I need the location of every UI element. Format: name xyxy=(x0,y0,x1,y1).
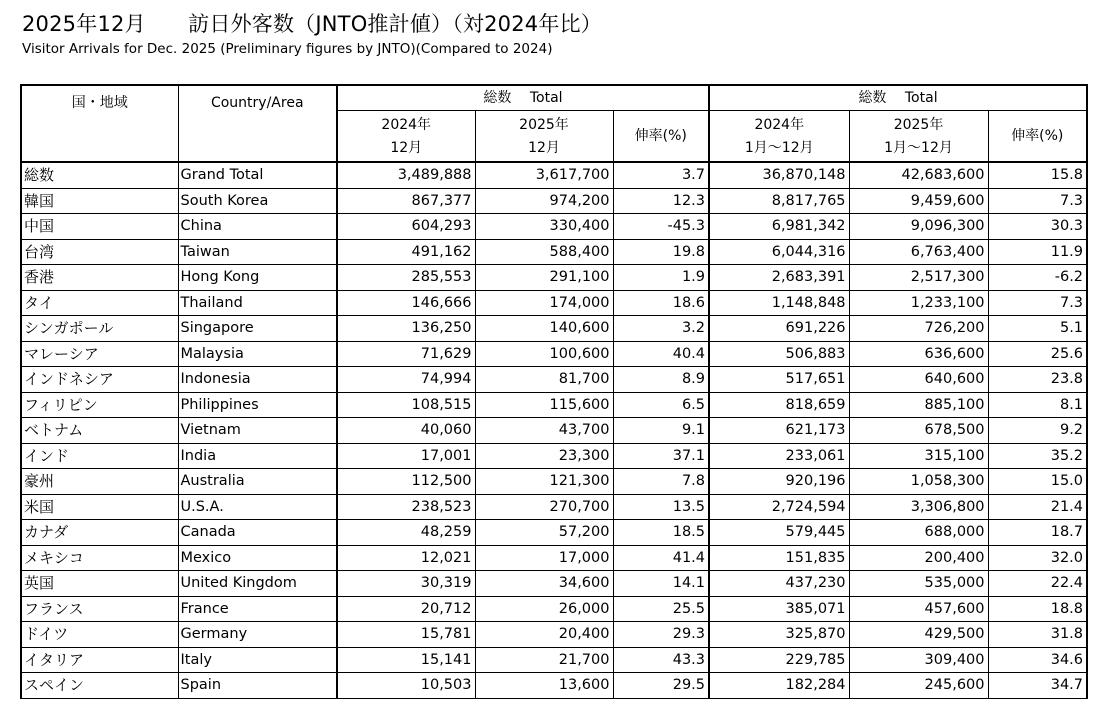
cell-ytd2024: 8,817,765 xyxy=(709,188,849,214)
header-dec2024-month: 12月 xyxy=(337,137,475,162)
cell-dec-growth: 13.5 xyxy=(613,494,709,520)
cell-area-en: Hong Kong xyxy=(178,265,337,291)
header-dec2025-month: 12月 xyxy=(475,137,613,162)
cell-dec2025: 26,000 xyxy=(475,596,613,622)
cell-dec2025: 974,200 xyxy=(475,188,613,214)
cell-area-jp: イタリア xyxy=(21,647,178,673)
table-header xyxy=(21,85,1087,162)
cell-area-jp: 韓国 xyxy=(21,188,178,214)
table-row xyxy=(21,443,1087,469)
cell-dec-growth: 19.8 xyxy=(613,239,709,265)
cell-area-en: India xyxy=(178,443,337,469)
cell-dec2024: 20,712 xyxy=(337,596,475,622)
cell-dec-growth: 3.2 xyxy=(613,316,709,342)
cell-ytd2025: 688,000 xyxy=(849,520,988,546)
table-row xyxy=(21,214,1087,240)
cell-dec-growth: 18.6 xyxy=(613,290,709,316)
cell-dec-growth: 41.4 xyxy=(613,545,709,571)
cell-ytd-growth: 7.3 xyxy=(988,188,1087,214)
cell-area-jp: シンガポール xyxy=(21,316,178,342)
cell-ytd2024: 151,835 xyxy=(709,545,849,571)
cell-ytd2025: 6,763,400 xyxy=(849,239,988,265)
cell-ytd-growth: 25.6 xyxy=(988,341,1087,367)
cell-area-jp: 香港 xyxy=(21,265,178,291)
cell-area-en: Philippines xyxy=(178,392,337,418)
cell-area-en: Thailand xyxy=(178,290,337,316)
cell-dec2024: 74,994 xyxy=(337,367,475,393)
table-row xyxy=(21,469,1087,495)
cell-ytd2024: 621,173 xyxy=(709,418,849,444)
table-row xyxy=(21,571,1087,597)
cell-dec2024: 71,629 xyxy=(337,341,475,367)
cell-ytd-growth: 22.4 xyxy=(988,571,1087,597)
cell-dec-growth: 29.3 xyxy=(613,622,709,648)
table-row xyxy=(21,162,1087,188)
table-row xyxy=(21,290,1087,316)
cell-area-jp: ベトナム xyxy=(21,418,178,444)
cell-area-en: U.S.A. xyxy=(178,494,337,520)
cell-ytd-growth: 30.3 xyxy=(988,214,1087,240)
cell-dec2025: 291,100 xyxy=(475,265,613,291)
table-row xyxy=(21,673,1087,699)
cell-ytd-growth: 9.2 xyxy=(988,418,1087,444)
cell-ytd2024: 6,981,342 xyxy=(709,214,849,240)
cell-ytd2025: 200,400 xyxy=(849,545,988,571)
header-dec-growth: 伸率(%) xyxy=(613,111,709,163)
table-row xyxy=(21,265,1087,291)
cell-dec2025: 121,300 xyxy=(475,469,613,495)
cell-ytd-growth: 11.9 xyxy=(988,239,1087,265)
cell-dec-growth: 12.3 xyxy=(613,188,709,214)
cell-ytd2025: 636,600 xyxy=(849,341,988,367)
cell-area-en: Canada xyxy=(178,520,337,546)
cell-ytd2024: 2,683,391 xyxy=(709,265,849,291)
cell-dec2025: 100,600 xyxy=(475,341,613,367)
table-row xyxy=(21,392,1087,418)
cell-ytd2025: 678,500 xyxy=(849,418,988,444)
header-ytd2025-range: 1月～12月 xyxy=(849,137,988,162)
header-ytd-growth: 伸率(%) xyxy=(988,111,1087,163)
cell-ytd2024: 385,071 xyxy=(709,596,849,622)
cell-ytd2025: 245,600 xyxy=(849,673,988,699)
cell-ytd2025: 3,306,800 xyxy=(849,494,988,520)
header-en-area: Country/Area xyxy=(178,85,337,162)
cell-dec2024: 491,162 xyxy=(337,239,475,265)
cell-dec-growth: 1.9 xyxy=(613,265,709,291)
cell-ytd2024: 233,061 xyxy=(709,443,849,469)
table-row xyxy=(21,316,1087,342)
cell-dec-growth: 37.1 xyxy=(613,443,709,469)
cell-dec2025: 81,700 xyxy=(475,367,613,393)
cell-ytd2024: 325,870 xyxy=(709,622,849,648)
cell-ytd2025: 309,400 xyxy=(849,647,988,673)
cell-area-en: Germany xyxy=(178,622,337,648)
cell-dec-growth: 6.5 xyxy=(613,392,709,418)
cell-dec2024: 238,523 xyxy=(337,494,475,520)
page-subtitle: Visitor Arrivals for Dec. 2025 (Preliminary figures by JNTO)(Compared to 2024) xyxy=(22,41,553,57)
cell-ytd2024: 691,226 xyxy=(709,316,849,342)
cell-area-en: Indonesia xyxy=(178,367,337,393)
header-ytd2024-range: 1月～12月 xyxy=(709,137,849,162)
cell-area-en: France xyxy=(178,596,337,622)
cell-ytd2024: 818,659 xyxy=(709,392,849,418)
cell-ytd-growth: 35.2 xyxy=(988,443,1087,469)
header-jp-area: 国・地域 xyxy=(21,85,178,162)
table-row xyxy=(21,596,1087,622)
cell-dec-growth: 18.5 xyxy=(613,520,709,546)
page-title: 2025年12月 訪日外客数（JNTO推計値）（対2024年比） xyxy=(22,12,602,36)
cell-area-en: Taiwan xyxy=(178,239,337,265)
cell-ytd-growth: 8.1 xyxy=(988,392,1087,418)
cell-dec-growth: 43.3 xyxy=(613,647,709,673)
cell-dec2024: 48,259 xyxy=(337,520,475,546)
cell-area-jp: マレーシア xyxy=(21,341,178,367)
cell-area-jp: メキシコ xyxy=(21,545,178,571)
cell-ytd2024: 579,445 xyxy=(709,520,849,546)
table-row xyxy=(21,239,1087,265)
cell-dec2025: 115,600 xyxy=(475,392,613,418)
cell-dec2025: 588,400 xyxy=(475,239,613,265)
cell-dec-growth: 8.9 xyxy=(613,367,709,393)
cell-dec2025: 13,600 xyxy=(475,673,613,699)
cell-area-jp: 中国 xyxy=(21,214,178,240)
cell-area-jp: 米国 xyxy=(21,494,178,520)
cell-dec-growth: 7.8 xyxy=(613,469,709,495)
header-monthly-total: 総数 Total xyxy=(337,85,709,111)
cell-ytd2024: 1,148,848 xyxy=(709,290,849,316)
header-ytd2024-year: 2024年 xyxy=(709,111,849,138)
header-dec2025-year: 2025年 xyxy=(475,111,613,138)
cell-ytd-growth: 23.8 xyxy=(988,367,1087,393)
cell-ytd2025: 9,096,300 xyxy=(849,214,988,240)
cell-dec-growth: 40.4 xyxy=(613,341,709,367)
cell-area-jp: ドイツ xyxy=(21,622,178,648)
cell-dec2024: 30,319 xyxy=(337,571,475,597)
cell-area-en: Italy xyxy=(178,647,337,673)
cell-dec2024: 10,503 xyxy=(337,673,475,699)
cell-ytd2025: 1,058,300 xyxy=(849,469,988,495)
cell-ytd-growth: 18.8 xyxy=(988,596,1087,622)
cell-dec-growth: 25.5 xyxy=(613,596,709,622)
cell-area-en: United Kingdom xyxy=(178,571,337,597)
cell-dec2024: 40,060 xyxy=(337,418,475,444)
cell-dec2025: 270,700 xyxy=(475,494,613,520)
cell-dec2025: 330,400 xyxy=(475,214,613,240)
cell-ytd2024: 229,785 xyxy=(709,647,849,673)
header-cumulative-total: 総数 Total xyxy=(709,85,1087,111)
cell-ytd2024: 506,883 xyxy=(709,341,849,367)
table-body xyxy=(21,162,1087,698)
cell-area-jp: 総数 xyxy=(21,162,178,188)
cell-dec-growth: 3.7 xyxy=(613,162,709,188)
cell-dec2024: 146,666 xyxy=(337,290,475,316)
cell-ytd2025: 9,459,600 xyxy=(849,188,988,214)
cell-dec2024: 285,553 xyxy=(337,265,475,291)
cell-ytd2025: 315,100 xyxy=(849,443,988,469)
cell-area-en: Australia xyxy=(178,469,337,495)
cell-ytd2024: 920,196 xyxy=(709,469,849,495)
cell-ytd2025: 457,600 xyxy=(849,596,988,622)
cell-ytd-growth: 15.0 xyxy=(988,469,1087,495)
cell-dec2024: 108,515 xyxy=(337,392,475,418)
cell-area-jp: スペイン xyxy=(21,673,178,699)
table-row xyxy=(21,647,1087,673)
cell-ytd2024: 517,651 xyxy=(709,367,849,393)
cell-area-jp: 英国 xyxy=(21,571,178,597)
cell-ytd-growth: 34.6 xyxy=(988,647,1087,673)
cell-ytd2024: 2,724,594 xyxy=(709,494,849,520)
cell-area-jp: 台湾 xyxy=(21,239,178,265)
cell-area-jp: インドネシア xyxy=(21,367,178,393)
cell-area-en: Grand Total xyxy=(178,162,337,188)
table-row xyxy=(21,494,1087,520)
cell-area-en: Malaysia xyxy=(178,341,337,367)
cell-dec2024: 12,021 xyxy=(337,545,475,571)
cell-ytd2025: 429,500 xyxy=(849,622,988,648)
cell-dec2024: 867,377 xyxy=(337,188,475,214)
cell-area-jp: カナダ xyxy=(21,520,178,546)
cell-ytd2025: 640,600 xyxy=(849,367,988,393)
cell-dec2025: 140,600 xyxy=(475,316,613,342)
cell-dec2025: 3,617,700 xyxy=(475,162,613,188)
cell-dec2025: 57,200 xyxy=(475,520,613,546)
cell-dec2024: 136,250 xyxy=(337,316,475,342)
cell-dec2025: 34,600 xyxy=(475,571,613,597)
cell-area-jp: 豪州 xyxy=(21,469,178,495)
cell-area-jp: インド xyxy=(21,443,178,469)
table-row xyxy=(21,418,1087,444)
cell-dec2025: 20,400 xyxy=(475,622,613,648)
cell-ytd-growth: 5.1 xyxy=(988,316,1087,342)
cell-dec2024: 15,781 xyxy=(337,622,475,648)
cell-area-en: Singapore xyxy=(178,316,337,342)
header-dec2024-year: 2024年 xyxy=(337,111,475,138)
cell-dec-growth: -45.3 xyxy=(613,214,709,240)
cell-dec2025: 17,000 xyxy=(475,545,613,571)
cell-dec2025: 174,000 xyxy=(475,290,613,316)
header-ytd2025-year: 2025年 xyxy=(849,111,988,138)
cell-ytd-growth: -6.2 xyxy=(988,265,1087,291)
cell-dec-growth: 9.1 xyxy=(613,418,709,444)
cell-ytd2025: 535,000 xyxy=(849,571,988,597)
cell-area-jp: フランス xyxy=(21,596,178,622)
cell-ytd2025: 42,683,600 xyxy=(849,162,988,188)
cell-area-jp: タイ xyxy=(21,290,178,316)
cell-area-en: Spain xyxy=(178,673,337,699)
cell-ytd-growth: 18.7 xyxy=(988,520,1087,546)
visitor-arrivals-table xyxy=(20,84,1088,699)
cell-area-en: China xyxy=(178,214,337,240)
cell-ytd2025: 885,100 xyxy=(849,392,988,418)
table-row xyxy=(21,341,1087,367)
table-row xyxy=(21,367,1087,393)
cell-area-en: Mexico xyxy=(178,545,337,571)
cell-dec-growth: 14.1 xyxy=(613,571,709,597)
cell-dec2024: 17,001 xyxy=(337,443,475,469)
cell-ytd-growth: 21.4 xyxy=(988,494,1087,520)
cell-ytd-growth: 34.7 xyxy=(988,673,1087,699)
cell-dec2025: 23,300 xyxy=(475,443,613,469)
cell-dec2025: 21,700 xyxy=(475,647,613,673)
cell-ytd2025: 1,233,100 xyxy=(849,290,988,316)
cell-dec-growth: 29.5 xyxy=(613,673,709,699)
cell-dec2024: 3,489,888 xyxy=(337,162,475,188)
table-row xyxy=(21,622,1087,648)
table-row xyxy=(21,188,1087,214)
cell-area-en: South Korea xyxy=(178,188,337,214)
table-row xyxy=(21,545,1087,571)
cell-dec2024: 112,500 xyxy=(337,469,475,495)
cell-area-en: Vietnam xyxy=(178,418,337,444)
cell-dec2024: 15,141 xyxy=(337,647,475,673)
cell-ytd2024: 36,870,148 xyxy=(709,162,849,188)
cell-ytd-growth: 7.3 xyxy=(988,290,1087,316)
table-row xyxy=(21,520,1087,546)
cell-ytd2025: 726,200 xyxy=(849,316,988,342)
cell-ytd2025: 2,517,300 xyxy=(849,265,988,291)
cell-ytd2024: 437,230 xyxy=(709,571,849,597)
cell-dec2024: 604,293 xyxy=(337,214,475,240)
cell-dec2025: 43,700 xyxy=(475,418,613,444)
cell-ytd-growth: 32.0 xyxy=(988,545,1087,571)
cell-ytd-growth: 15.8 xyxy=(988,162,1087,188)
cell-ytd2024: 6,044,316 xyxy=(709,239,849,265)
cell-ytd-growth: 31.8 xyxy=(988,622,1087,648)
cell-area-jp: フィリピン xyxy=(21,392,178,418)
cell-ytd2024: 182,284 xyxy=(709,673,849,699)
